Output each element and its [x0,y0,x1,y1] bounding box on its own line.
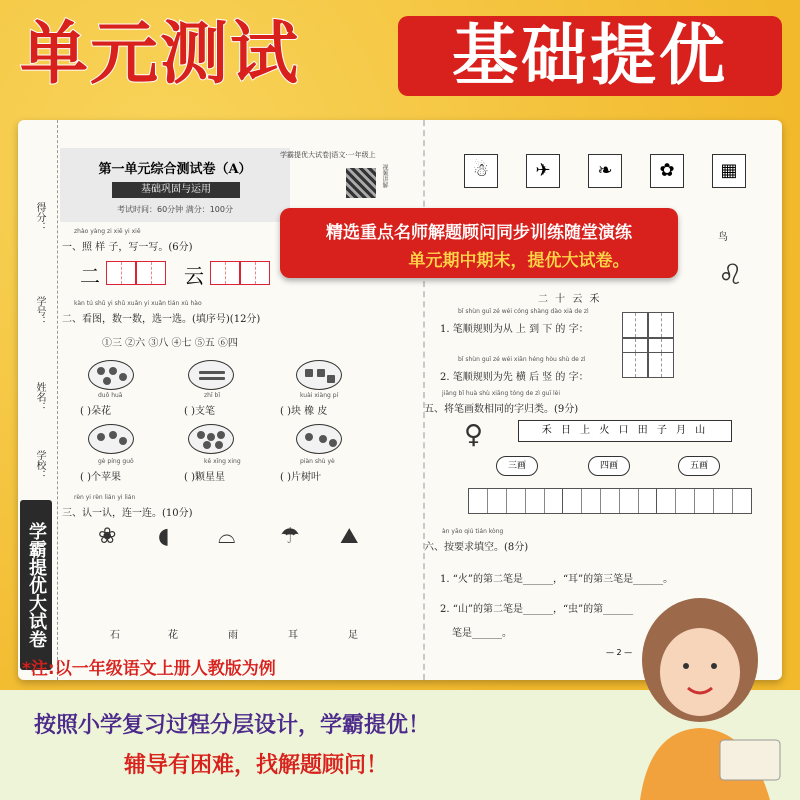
answer-boxes-three[interactable] [468,488,564,514]
exam-header [60,148,290,222]
exam-series: 学霸提优大试卷|语文·一年级上 [280,151,376,159]
writing-grid[interactable] [210,261,240,285]
name-label: 姓名： [34,382,45,412]
q2-pinyin: kàn tú shǔ yi shǔ xuǎn yi xuǎn tián xù hào [74,300,202,307]
q3-word-2[interactable]: 花 [168,630,178,641]
page-number: — 2 — [606,648,633,657]
r2-pinyin: bǐ shùn guī zé wéi xiān héng hòu shù de zì [458,356,586,363]
girl-icon: ♀ [464,420,484,450]
ear-picture-icon: ◖ [158,524,170,549]
q2-text: 二、看图，数一数，选一选。(填序号)(12分) [62,314,261,325]
q2-row2-pinyin-3: piàn shù yè [300,458,335,465]
q2-answer-2[interactable]: ( )支笔 [184,406,215,417]
r1-pinyin: bǐ shùn guī zé wéi cóng shàng dào xià de zì [458,308,589,315]
title-banner [0,12,800,98]
teacher-illustration [600,580,800,800]
q1-pinyin: zhào yàng zi xiě yi xiě [74,228,141,235]
q5-word-bar: 禾 日 上 火 口 田 子 月 山 [518,420,732,442]
answer-boxes-four[interactable] [562,488,658,514]
picture-card-5: ▦ [712,154,746,188]
title-left: 单元测试 [20,15,301,94]
q2-answer-3[interactable]: ( )块 橡 皮 [280,406,328,417]
q3-text: 三、认一认，连一连。(10分) [62,508,193,519]
q2-answer-1[interactable]: ( )朵花 [80,406,111,417]
writing-grid[interactable] [622,312,648,338]
q6-item-2[interactable]: 2. “山”的第二笔是______，“虫”的第______ [440,604,634,615]
lion-icon: ♌ [718,258,744,291]
q1-char-1: 二 [80,264,100,288]
binding-margin [18,120,58,680]
q6-item-1[interactable]: 1. “火”的第二笔是______，“耳”的第三笔是______。 [440,574,674,585]
school-label: 学校： [34,450,45,480]
category-four-strokes: 四画 [588,456,630,476]
q6-text: 六、按要求填空。(8分) [424,542,529,553]
edition-note: *注:以一年级语文上册人教版为例 [22,659,276,679]
q2-row2-pinyin-2: kē xīng xing [204,458,241,465]
picture-word-bird: 鸟 [718,232,728,243]
stone-picture-icon: ❀ [98,524,117,549]
writing-grid[interactable] [622,352,648,378]
q6-item-2-cont[interactable]: 笔是______。 [452,628,512,639]
answer-boxes-five[interactable] [656,488,752,514]
exam-title: 第一单元综合测试卷（A） [98,162,252,177]
writing-grid[interactable] [240,261,270,285]
writing-grid[interactable] [106,261,136,285]
q3-pinyin: rèn yi rèn lián yi lián [74,494,136,501]
picture-card-2: ✈ [526,154,560,188]
q2-row1-pinyin-2: zhī bǐ [204,392,221,399]
q1-text: 一、照 样 子，写一写。(6分) [62,242,193,253]
q3-word-3[interactable]: 雨 [228,630,238,641]
qr-code-icon [346,168,376,198]
q5-pinyin: jiāng bǐ huà shù xiāng tóng de zì guī lèi [442,390,561,397]
picture-card-4: ✿ [650,154,684,188]
id-label: 学号： [34,296,45,326]
pens-picture [188,360,234,390]
score-label: 得分： [34,202,45,232]
q2-options: ①三 ②六 ③八 ④七 ⑤五 ⑥四 [102,338,238,349]
q2-answer-4[interactable]: ( )个苹果 [80,472,121,483]
q5-text: 五、将笔画数相同的字归类。(9分) [424,404,579,415]
rain-picture-icon: ☂ [280,524,300,549]
q2-row1-pinyin-3: kuài xiàng pí [300,392,339,399]
r1-text: 1. 笔顺规则为从 上 到 下 的 字： [440,324,589,335]
exam-time: 考试时间：60分钟 满分：100分 [117,205,233,214]
qr-label: 视频讲解 [381,164,388,188]
q3-word-1[interactable]: 石 [110,630,120,641]
callout-line-1: 精选重点名师解题顾问同步训练随堂演练 [326,223,632,243]
erasers-picture [296,360,342,390]
q2-answer-6[interactable]: ( )片树叶 [280,472,321,483]
writing-grid[interactable] [648,312,674,338]
brand-vertical: 学霸提优大试卷 [20,500,52,670]
picture-card-1: ☃ [464,154,498,188]
bottom-slogan-1: 按照小学复习过程分层设计，学霸提优！ [34,713,431,738]
category-five-strokes: 五画 [678,456,720,476]
callout-line-2: 单元期中期末，提优大试卷。 [408,251,630,271]
exam-subtitle: 基础巩固与运用 [112,182,240,198]
category-three-strokes: 三画 [496,456,538,476]
stroke-words: 二 十 云 禾 [538,294,602,305]
q3-word-5[interactable]: 足 [348,630,358,641]
rock-picture-icon: ⛰ [340,524,359,549]
foot-picture-icon: ⌓ [218,524,236,549]
apples-picture [88,424,134,454]
q2-answer-5[interactable]: ( )颗星星 [184,472,225,483]
stars-picture [188,424,234,454]
writing-grid[interactable] [648,352,674,378]
picture-card-3: ❧ [588,154,622,188]
r2-text: 2. 笔顺规则为先 横 后 竖 的 字： [440,372,589,383]
flowers-picture [88,360,134,390]
writing-grid[interactable] [136,261,166,285]
leaves-picture [296,424,342,454]
bottom-slogan-2: 辅导有困难，找解题顾问！ [124,753,389,778]
title-right: 基础提优 [398,16,782,96]
q1-char-2: 云 [184,264,204,288]
q2-row1-pinyin-1: duǒ huā [98,392,123,399]
q6-pinyin: àn yāo qiú tián kòng [442,528,504,535]
q2-row2-pinyin-1: gè píng guǒ [98,458,134,465]
feature-callout [280,208,678,278]
q3-word-4[interactable]: 耳 [288,630,298,641]
